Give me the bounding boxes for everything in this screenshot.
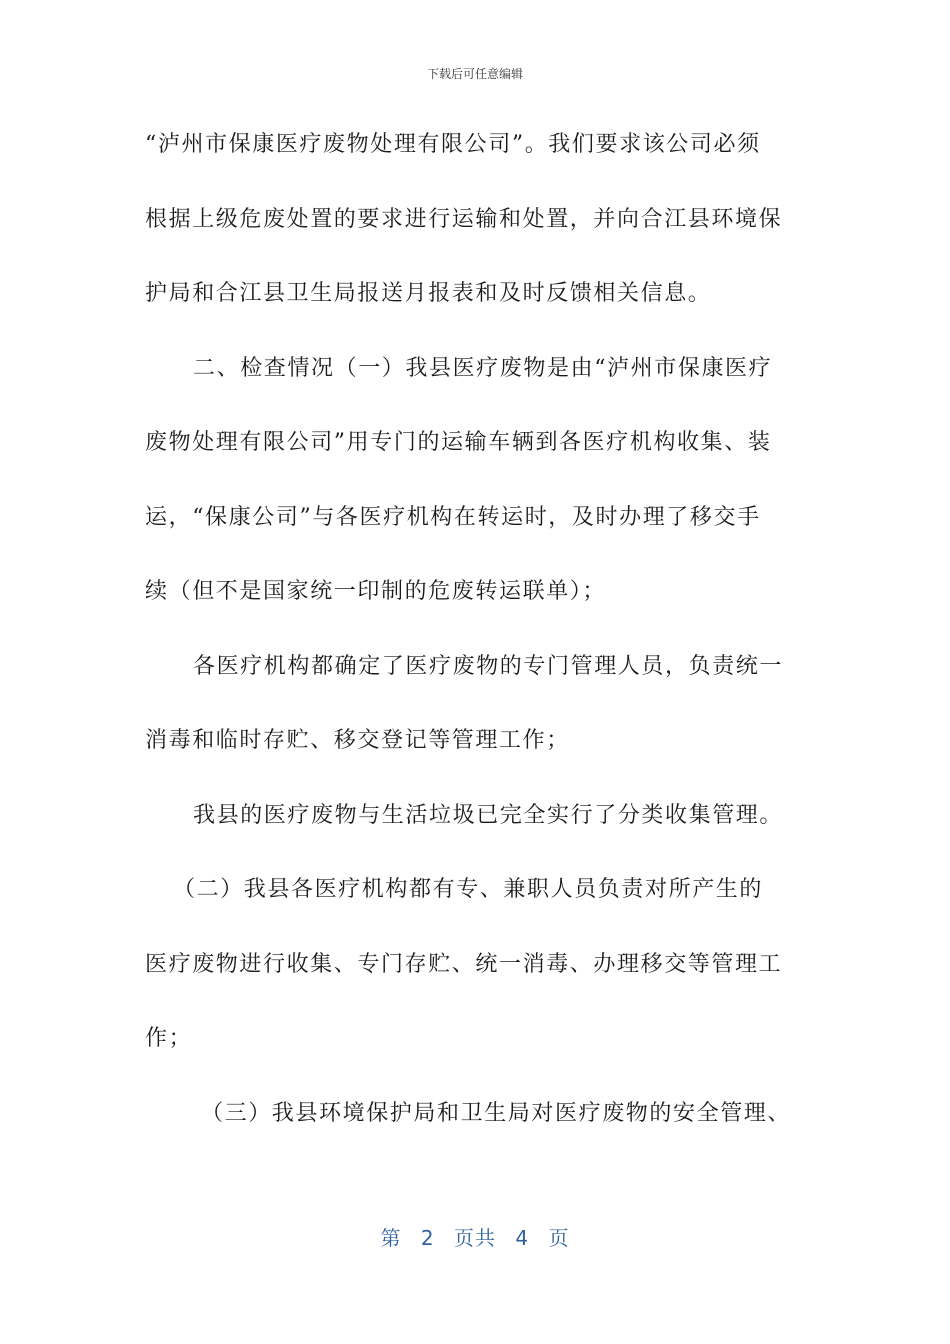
text-line: 消毒和临时存贮、移交登记等管理工作； bbox=[145, 728, 570, 753]
text-line: 各医疗机构都确定了医疗废物的专门管理人员，负责统一 bbox=[193, 653, 784, 679]
text-line: 根据上级危废处置的要求进行运输和处置，并向合江县环境保 bbox=[145, 206, 783, 232]
footer-suffix: 页 bbox=[548, 1226, 570, 1250]
text-line: 作； bbox=[145, 1026, 193, 1051]
text-line: 运，“保康公司”与各医疗机构在转运时，及时办理了移交手 bbox=[145, 504, 761, 530]
text-line: 废物处理有限公司”用专门的运输车辆到各医疗机构收集、装 bbox=[145, 430, 772, 455]
footer-prefix: 第 bbox=[380, 1226, 402, 1250]
text-line: 二、检查情况（一）我县医疗废物是由“泸州市保康医疗 bbox=[193, 355, 773, 381]
text-line: 医疗废物进行收集、专门存贮、统一消毒、办理移交等管理工 bbox=[145, 951, 783, 977]
footer-current-page: 2 bbox=[420, 1226, 435, 1250]
text-line: 护局和合江县卫生局报送月报表和及时反馈相关信息。 bbox=[145, 281, 712, 306]
page-header-note: 下载后可任意编辑 bbox=[426, 67, 523, 81]
text-line: “泸州市保康医疗废物处理有限公司”。我们要求该公司必须 bbox=[145, 132, 761, 157]
text-line: 我县的医疗废物与生活垃圾已完全实行了分类收集管理。 bbox=[193, 802, 784, 828]
footer-middle: 页共 bbox=[454, 1226, 496, 1250]
text-line: （三）我县环境保护局和卫生局对医疗废物的安全管理、 bbox=[201, 1100, 792, 1126]
page-footer bbox=[0, 1224, 950, 1252]
text-line: （二）我县各医疗机构都有专、兼职人员负责对所产生的 bbox=[173, 877, 764, 902]
document-body bbox=[145, 120, 805, 1163]
text-line: 续（但不是国家统一印制的危废转运联单）； bbox=[145, 579, 607, 604]
footer-total-pages: 4 bbox=[515, 1226, 530, 1250]
